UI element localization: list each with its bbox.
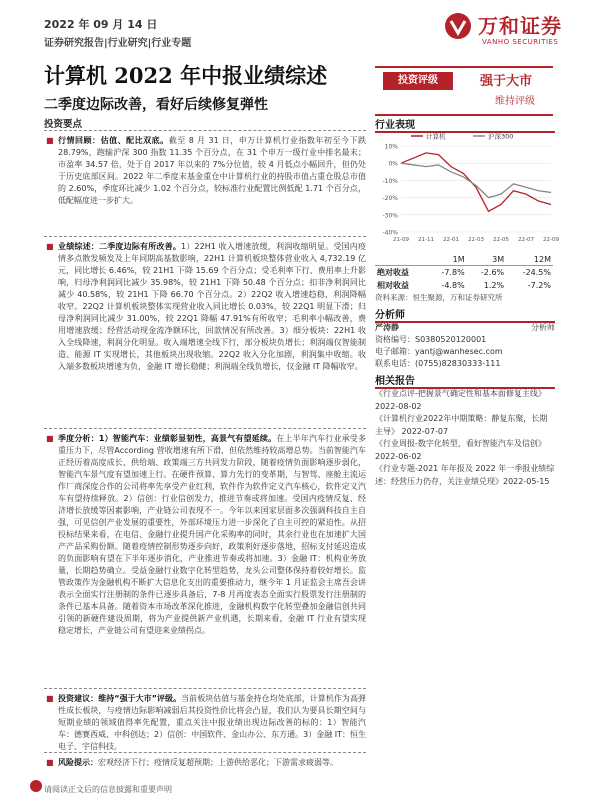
bullet-text: 在上半年汽车行业承受多重压力下，尽管According 营收增速有所下滑，但依然维持较高增总势。当前智能汽车正经历着高度成长、供给端、政策端三方共同发力阶段，随着疫情负面影响逐步弱化，智能汽车景气度有望加速上行。在硬件预算、算力先行的变革期，与智驾、座舱主流运作厂商深度合作的公司将率先享受产业红利，软件作为软件定义汽车核心，软件定义汽车有望持续释放。2）信创：行业信创发力，推进节奏或将加速。受国内疫情反复、经济增长放缓等因素影响，产业链公司表现不一。今年以来国家层面多次强调科技自主自强，可见信创产业发展的重要性，外部环境压力进一步深化了自主可控的紧迫性。从招投标结果来看，在电信、金融行业提升国产化采购率的同时，其余行业也在加速扩大国产产品采购份额。随着疫情控制形势逐步向好，政策利好逐步落地，招标支付延迟造成的负面影响有望在下半年逐步消化，产业推进节奏或将加速。3）金融 IT：机构业务放量，长期趋势确立。受益金融行业数字化转型趋势，龙头公司整体保持着较好增长。监管政策作为金融机构不断扩大信息化支出的重要推动力，继今年 1 月证监会主席吾会讲表示全面实行注册制的条件已逐步具备后，7-8 月再度表态全面实行股票发行注册制的条件已基本具备。随着资本市场改革深化推进，金融机构数字化转型叠加金融信创共同引领的新硬件建设周期，将为产业提供新产业机遇，长期来看，金融 IT 行业有望实现稳定增长，产业链公司有望迎来业绩拐点。 — [58, 434, 366, 635]
footer-logo-icon — [30, 780, 42, 792]
related-report-item: 2022-06-02 — [375, 451, 422, 461]
row-label: 相对收益 — [377, 281, 409, 290]
industry-performance-chart — [375, 128, 559, 250]
related-reports-heading: 相关报告 — [375, 372, 555, 389]
table-cell: -2.6% — [480, 268, 505, 277]
analyst-phone: 联系电话：(0755)82830333-111 — [375, 359, 501, 368]
bullet-text: 宏观经济下行；疫情反复超预期；上游供给恶化；下游需求疲弱等。 — [98, 758, 338, 767]
table-header-cell: 12M — [506, 254, 553, 266]
industry-performance-heading: 行业表现 — [375, 116, 555, 133]
performance-table — [375, 254, 553, 292]
bullet-lead: 行情回顾：估值、配比双底。 — [58, 136, 169, 145]
table-header-cell: 1M — [427, 254, 466, 266]
legend-label: 计算机 — [426, 132, 446, 141]
x-tick-label: 22-03 — [468, 237, 484, 243]
related-report-item[interactable]: 《计算机行业2022年中期策略：静复东聚，长期主导》 2022-07-07 — [375, 414, 548, 436]
related-report-item[interactable]: 《行业专题-2021 年年报及 2022 年一季报业绩综述：经营压力仍存，关注业绩兑现》2022-05-15 — [375, 464, 555, 486]
related-report-item[interactable]: 《行业点评-把握景气确定性和基本面修复主线》 — [375, 389, 546, 398]
related-report-item: 2022-08-02 — [375, 401, 422, 411]
bullet-risk-warning — [44, 752, 366, 769]
y-tick-label: -30% — [382, 212, 398, 220]
bullet-lead: 季度分析：1）智能汽车：业绩彰显韧性，高景气有望延续。 — [58, 434, 277, 443]
bullet-text: 截至 8 月 31 日，申万计算机行业指数年初至今下跌 28.79%，跑输沪深 300 指数 11.35 个百分点，在 31 个申万一级行业中排名最末；市盈率 34.57 倍，处于自 2017 年以来的 7%分位值，较 4 月低点小幅回升，但仍处于历史底部区间。2022 年二季度末基金重仓中计算机行业的持股市值占重仓股总市值的 2.60%，季度环比减少 1.02 个百分点，较标准行业配置比例低配 1.71 个百分点，低配幅度进一步扩大。 — [58, 136, 366, 205]
bullet-text: 1）22H1 收入增速放缓，利润收缩明显。受国内疫情多点散发频发及上年同期高基数影响，22H1 计算机板块整体营业收入 4,732.19 亿元，同比增长 6.46%，较 21H1 下降 15.69 个百分点；受毛利率下行、费用率上升影响，归母净利润同比减少 35.98%，较 21H1 下降 50.48 个百分点；扣非净利润同比减少 40.58%，较 21H1 下降 66.70 个百分点。2）22Q2 收入增速趋稳，利润降幅收窄。22Q2 计算机板块整体实现营业收入同比增长 0.03%，较 22Q1 明显下滑；归母净利润同比减少 31.00%，较 22Q1 降幅 47.91%有所收窄；毛利率小幅改善，费用增速放缓；经营活动现金流净额环比，回款情况有所改善。3）细分板块：22H1 收入全线降速，利润分化明显。收入端增速全线下行，部分板块负增长；利润端仅智能制造、能源 IT 实现增长，其他板块出现收缩。22Q2 收入分化加剧，利润集中收缩。收入端多数板块增速为负，金融 IT 增长稳健；利润端全线负增长，仅金融 IT 降幅收窄。 — [58, 242, 367, 371]
x-tick-label: 22-09 — [543, 237, 559, 243]
x-tick-label: 21-11 — [418, 237, 434, 243]
rating-label: 投资评级 — [383, 72, 453, 90]
rating-value: 强于大市 — [480, 74, 533, 89]
x-tick-label: 22-07 — [518, 237, 534, 243]
bullet-text: 当前板块估值与基金持仓均处底部，计算机作为高弹性成长板块，与疫情边际影响减弱后其投资性价比将会凸显，我们认为要具长期空间与短期业绩的领域值得率先配置，重点关注中报业绩出现边际改善的标的：1）智能汽车：德赛西威、中科创达；2）信创：中国软件、金山办公、东方通。3）金融 IT：恒生电子、宇信科技。 — [58, 694, 366, 751]
bullet-lead: 风险提示： — [58, 758, 98, 767]
table-header-row — [375, 254, 553, 266]
key-points-heading: 投资要点 — [44, 119, 83, 130]
series-line-computer — [401, 153, 551, 211]
analyst-info — [375, 322, 555, 370]
analyst-name-line — [375, 322, 555, 334]
bullet-lead: 投资建议：维持“强于大市”评级。 — [58, 694, 182, 703]
bullet-sector-analysis — [44, 428, 366, 637]
row-label: 绝对收益 — [377, 268, 409, 277]
footer-disclaimer: 请阅读正文后的信息披露和重要声明 — [44, 785, 172, 794]
y-tick-label: 10% — [384, 143, 398, 151]
page-title: 计算机 2022 年中报业绩综述 — [44, 63, 328, 88]
table-cell: -7.8% — [441, 268, 465, 277]
y-tick-label: 0% — [388, 160, 398, 168]
table-cell: 1.2% — [483, 281, 505, 290]
x-tick-label: 21-09 — [393, 237, 409, 243]
logo-text: 万和证券 — [478, 14, 562, 38]
analyst-name: 严涛静 — [375, 323, 399, 332]
bullet-lead: 业绩综述：二季度边际有所改善。 — [58, 242, 182, 251]
bullet-market-review — [44, 130, 366, 207]
y-tick-label: -10% — [382, 177, 398, 185]
analyst-heading: 分析师 — [375, 306, 555, 323]
table-cell: -24.5% — [522, 268, 551, 277]
report-date: 2022 年 09 月 14 日 — [44, 18, 158, 31]
bullet-earnings-overview — [44, 236, 366, 373]
vanho-logo-icon — [444, 12, 472, 40]
report-category: 证券研究报告|行业研究|行业专题 — [44, 38, 192, 49]
performance-table-wrap — [375, 254, 553, 303]
table-header-cell: 3M — [467, 254, 506, 266]
table-header-cell — [375, 254, 427, 266]
y-tick-label: -20% — [382, 195, 398, 203]
table-cell: -7.2% — [527, 281, 551, 290]
bullet-investment-advice — [44, 688, 366, 753]
legend-label: 沪深300 — [488, 132, 514, 141]
analyst-tag: 分析师 — [531, 323, 555, 332]
related-reports-list — [375, 388, 555, 488]
analyst-cert: 资格编号：S0380520120001 — [375, 335, 487, 344]
page-subtitle: 二季度边际改善，看好后续修复弹性 — [44, 97, 268, 113]
analyst-email: 电子邮箱：yantj@wanhesec.com — [375, 347, 503, 356]
table-row — [375, 266, 553, 280]
rating-status: 维持评级 — [495, 96, 535, 107]
y-tick-label: -40% — [382, 229, 398, 237]
table-row — [375, 279, 553, 292]
chart-source: 资料来源：恒生聚源，万和证券研究所 — [375, 293, 503, 302]
logo-subtext: VANHO SECURITIES — [482, 38, 559, 46]
x-tick-label: 22-01 — [443, 237, 459, 243]
related-report-item[interactable]: 《行业周报-数字化转型，看好智能汽车及信创》 — [375, 439, 546, 448]
x-tick-label: 22-05 — [493, 237, 509, 243]
table-cell: -4.8% — [441, 281, 465, 290]
